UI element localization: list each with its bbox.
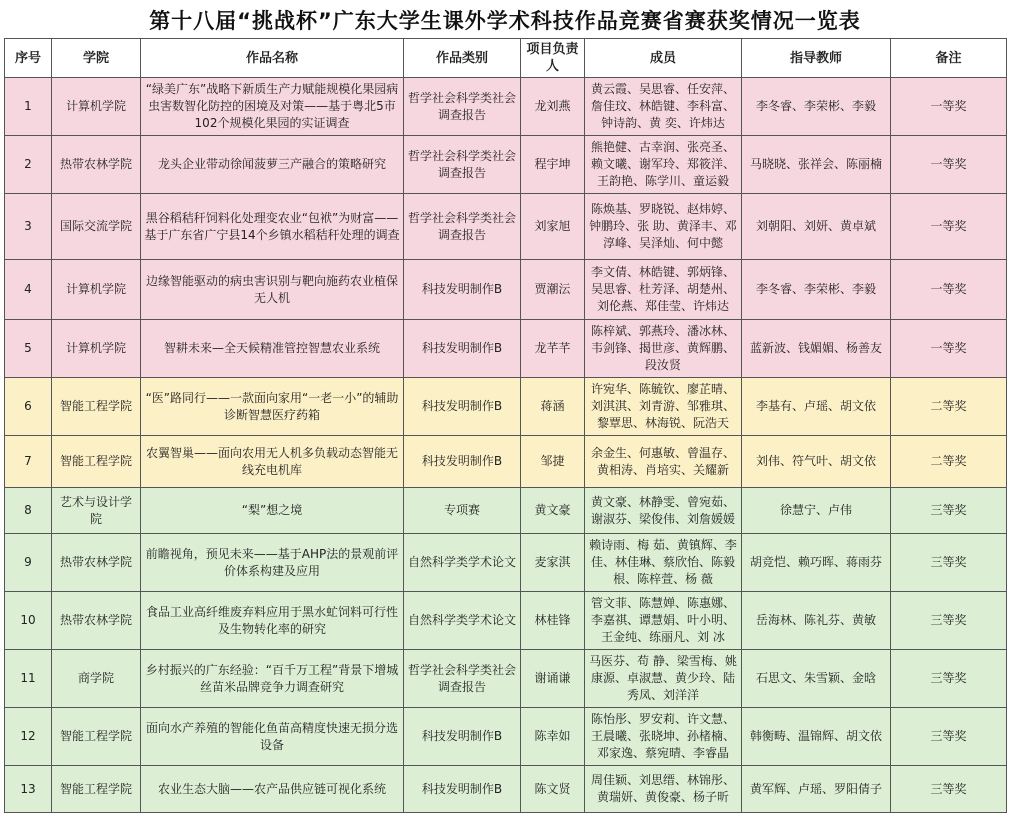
- cell-college: 智能工程学院: [52, 436, 141, 488]
- cell-work: 食品工业高纤维废弃料应用于黑水虻饲料可行性及生物转化率的研究: [141, 592, 404, 650]
- cell-note: 二等奖: [891, 436, 1007, 488]
- cell-leader: 谢诵谦: [521, 650, 585, 708]
- page-title: 第十八届“挑战杯”广东大学生课外学术科技作品竞赛省赛获奖情况一览表: [149, 9, 861, 33]
- cell-members: 赖诗雨、梅 茹、黄镇辉、李 佳、林佳琳、蔡欣怡、陈毅根、陈梓萱、杨 薇: [585, 534, 742, 592]
- cell-note: 三等奖: [891, 766, 1007, 813]
- cell-note: 一等奖: [891, 260, 1007, 320]
- cell-work: 乡村振兴的广东经验：“百千万工程”背景下增城丝苗米品牌竞争力调查研究: [141, 650, 404, 708]
- header-teachers: 指导教师: [742, 39, 891, 78]
- table-row: [5, 260, 1007, 320]
- cell-no: 8: [5, 488, 52, 534]
- table-row: [5, 378, 1007, 436]
- cell-category: 科技发明制作B: [404, 320, 521, 378]
- cell-work: “绿美广东”战略下新质生产力赋能规模化果园病虫害数智化防控的困境及对策——基于粤北5市102个规模化果园的实证调查: [141, 78, 404, 136]
- cell-members: 陈焕基、罗晓锐、赵炜婷、钟鹏玲、张 助、黄泽丰、邓淳峰、吴泽灿、何中懿: [585, 194, 742, 260]
- cell-leader: 邹捷: [521, 436, 585, 488]
- table-row: [5, 436, 1007, 488]
- cell-college: 热带农林学院: [52, 136, 141, 194]
- cell-teachers: 黄军辉、卢瑶、罗阳倩子: [742, 766, 891, 813]
- cell-leader: 陈文贤: [521, 766, 585, 813]
- cell-college: 热带农林学院: [52, 592, 141, 650]
- cell-members: 黄云霞、吴思睿、任安萍、詹佳玟、林皓键、李科富、钟诗韵、黄 奕、许炜达: [585, 78, 742, 136]
- table-row: [5, 650, 1007, 708]
- cell-leader: 刘家旭: [521, 194, 585, 260]
- table-row: [5, 194, 1007, 260]
- cell-members: 熊艳健、古幸润、张亮圣、赖文曦、谢军玲、郑筱洋、王韵艳、陈学川、童运毅: [585, 136, 742, 194]
- cell-work: “梨”想之境: [141, 488, 404, 534]
- table-row: [5, 534, 1007, 592]
- cell-work: 农业生态大脑——农产品供应链可视化系统: [141, 766, 404, 813]
- cell-note: 三等奖: [891, 650, 1007, 708]
- cell-leader: 龙芊芊: [521, 320, 585, 378]
- cell-teachers: 李冬睿、李荣彬、李毅: [742, 78, 891, 136]
- cell-leader: 麦家淇: [521, 534, 585, 592]
- cell-no: 10: [5, 592, 52, 650]
- cell-college: 艺术与设计学院: [52, 488, 141, 534]
- cell-members: 陈梓斌、郭燕玲、潘冰林、韦剑锋、揭世彦、黄辉鹏、段汝贤: [585, 320, 742, 378]
- cell-members: 马医芬、苟 静、梁雪梅、姚康源、卓淑慧、黄少玲、陆秀凤、刘洋洋: [585, 650, 742, 708]
- header-leader: 项目负责人: [521, 39, 585, 78]
- cell-leader: 黄文豪: [521, 488, 585, 534]
- cell-category: 哲学社会科学类社会调查报告: [404, 78, 521, 136]
- cell-leader: 蒋涵: [521, 378, 585, 436]
- cell-teachers: 蓝新波、钱媚媚、杨善友: [742, 320, 891, 378]
- cell-teachers: 李冬睿、李荣彬、李毅: [742, 260, 891, 320]
- cell-no: 3: [5, 194, 52, 260]
- cell-note: 一等奖: [891, 78, 1007, 136]
- cell-members: 周佳颖、刘思缙、林锦彤、黄瑞妍、黄俊豪、杨子昕: [585, 766, 742, 813]
- cell-category: 科技发明制作B: [404, 436, 521, 488]
- cell-work: 农翼智巢——面向农用无人机多负载动态智能无线充电机库: [141, 436, 404, 488]
- cell-no: 1: [5, 78, 52, 136]
- table-row: [5, 766, 1007, 813]
- header-college: 学院: [52, 39, 141, 78]
- cell-college: 计算机学院: [52, 320, 141, 378]
- cell-work: 智耕未来—全天候精准管控智慧农业系统: [141, 320, 404, 378]
- cell-college: 计算机学院: [52, 260, 141, 320]
- cell-category: 科技发明制作B: [404, 260, 521, 320]
- cell-note: 一等奖: [891, 320, 1007, 378]
- cell-members: 李文倩、林皓键、郭炳锋、吴思睿、杜芳泽、胡楚州、刘伦燕、郑佳莹、许炜达: [585, 260, 742, 320]
- cell-members: 余金生、何惠敏、曾温存、黄相涛、肖培实、关耀新: [585, 436, 742, 488]
- header-no: 序号: [5, 39, 52, 78]
- cell-college: 智能工程学院: [52, 766, 141, 813]
- cell-category: 科技发明制作B: [404, 378, 521, 436]
- cell-work: 黑谷稻秸秆饲料化处理变农业“包袱”为财富——基于广东省广宁县14个乡镇水稻秸秆处理的调查: [141, 194, 404, 260]
- cell-teachers: 刘伟、符气叶、胡文依: [742, 436, 891, 488]
- table-row: [5, 78, 1007, 136]
- header-note: 备注: [891, 39, 1007, 78]
- cell-no: 6: [5, 378, 52, 436]
- cell-no: 12: [5, 708, 52, 766]
- table-row: [5, 592, 1007, 650]
- cell-category: 自然科学类学术论文: [404, 592, 521, 650]
- cell-members: 黄文豪、林静雯、曾宛茹、谢淑芬、梁俊伟、刘詹媛媛: [585, 488, 742, 534]
- header-category: 作品类别: [404, 39, 521, 78]
- header-row: [5, 39, 1007, 78]
- cell-category: 自然科学类学术论文: [404, 534, 521, 592]
- cell-work: 边缘智能驱动的病虫害识别与靶向施药农业植保无人机: [141, 260, 404, 320]
- cell-no: 2: [5, 136, 52, 194]
- cell-category: 专项赛: [404, 488, 521, 534]
- cell-college: 计算机学院: [52, 78, 141, 136]
- cell-teachers: 马晓晓、张祥会、陈丽楠: [742, 136, 891, 194]
- cell-category: 哲学社会科学类社会调查报告: [404, 194, 521, 260]
- cell-teachers: 徐慧宁、卢伟: [742, 488, 891, 534]
- cell-leader: 林桂锋: [521, 592, 585, 650]
- cell-teachers: 刘朝阳、刘妍、黄卓斌: [742, 194, 891, 260]
- cell-note: 一等奖: [891, 136, 1007, 194]
- cell-college: 热带农林学院: [52, 534, 141, 592]
- cell-note: 三等奖: [891, 534, 1007, 592]
- cell-note: 三等奖: [891, 488, 1007, 534]
- cell-teachers: 岳海林、陈礼芬、黄敏: [742, 592, 891, 650]
- cell-teachers: 胡竞恺、赖巧晖、蒋雨芬: [742, 534, 891, 592]
- awards-table: [4, 38, 1007, 813]
- cell-no: 4: [5, 260, 52, 320]
- header-work: 作品名称: [141, 39, 404, 78]
- table-row: [5, 320, 1007, 378]
- cell-leader: 陈幸如: [521, 708, 585, 766]
- table-row: [5, 708, 1007, 766]
- cell-work: 面向水产养殖的智能化鱼苗高精度快速无损分选设备: [141, 708, 404, 766]
- cell-teachers: 李基有、卢瑶、胡文依: [742, 378, 891, 436]
- cell-note: 三等奖: [891, 708, 1007, 766]
- cell-college: 商学院: [52, 650, 141, 708]
- table-row: [5, 488, 1007, 534]
- cell-college: 智能工程学院: [52, 708, 141, 766]
- cell-leader: 贾潮沄: [521, 260, 585, 320]
- cell-teachers: 石思文、朱雪颖、金晗: [742, 650, 891, 708]
- cell-teachers: 韩衡畴、温锦辉、胡文依: [742, 708, 891, 766]
- cell-leader: 程宇坤: [521, 136, 585, 194]
- cell-leader: 龙刘燕: [521, 78, 585, 136]
- cell-work: 前瞻视角，预见未来——基于AHP法的景观前评价体系构建及应用: [141, 534, 404, 592]
- cell-college: 国际交流学院: [52, 194, 141, 260]
- cell-no: 5: [5, 320, 52, 378]
- cell-work: 龙头企业带动徐闻菠萝三产融合的策略研究: [141, 136, 404, 194]
- cell-no: 11: [5, 650, 52, 708]
- cell-category: 哲学社会科学类社会调查报告: [404, 650, 521, 708]
- cell-note: 三等奖: [891, 592, 1007, 650]
- cell-college: 智能工程学院: [52, 378, 141, 436]
- cell-note: 二等奖: [891, 378, 1007, 436]
- cell-no: 13: [5, 766, 52, 813]
- cell-members: 管文菲、陈慧婵、陈惠娜、李嘉祺、谭慧娟、叶小明、王金纯、练丽凡、刘 冰: [585, 592, 742, 650]
- cell-no: 9: [5, 534, 52, 592]
- cell-no: 7: [5, 436, 52, 488]
- header-members: 成员: [585, 39, 742, 78]
- cell-category: 哲学社会科学类社会调查报告: [404, 136, 521, 194]
- cell-category: 科技发明制作B: [404, 708, 521, 766]
- cell-work: “医”路同行——一款面向家用“一老一小”的辅助诊断智慧医疗药箱: [141, 378, 404, 436]
- cell-note: 一等奖: [891, 194, 1007, 260]
- cell-members: 陈怡彤、罗安莉、许文慧、王晨曦、张晓坤、孙楮楠、邓家逸、蔡宛晴、李睿晶: [585, 708, 742, 766]
- table-row: [5, 136, 1007, 194]
- cell-category: 科技发明制作B: [404, 766, 521, 813]
- cell-members: 许宛华、陈毓钦、廖芷晴、刘淇淇、刘青游、邹雅琪、黎覃思、林海锐、阮浩天: [585, 378, 742, 436]
